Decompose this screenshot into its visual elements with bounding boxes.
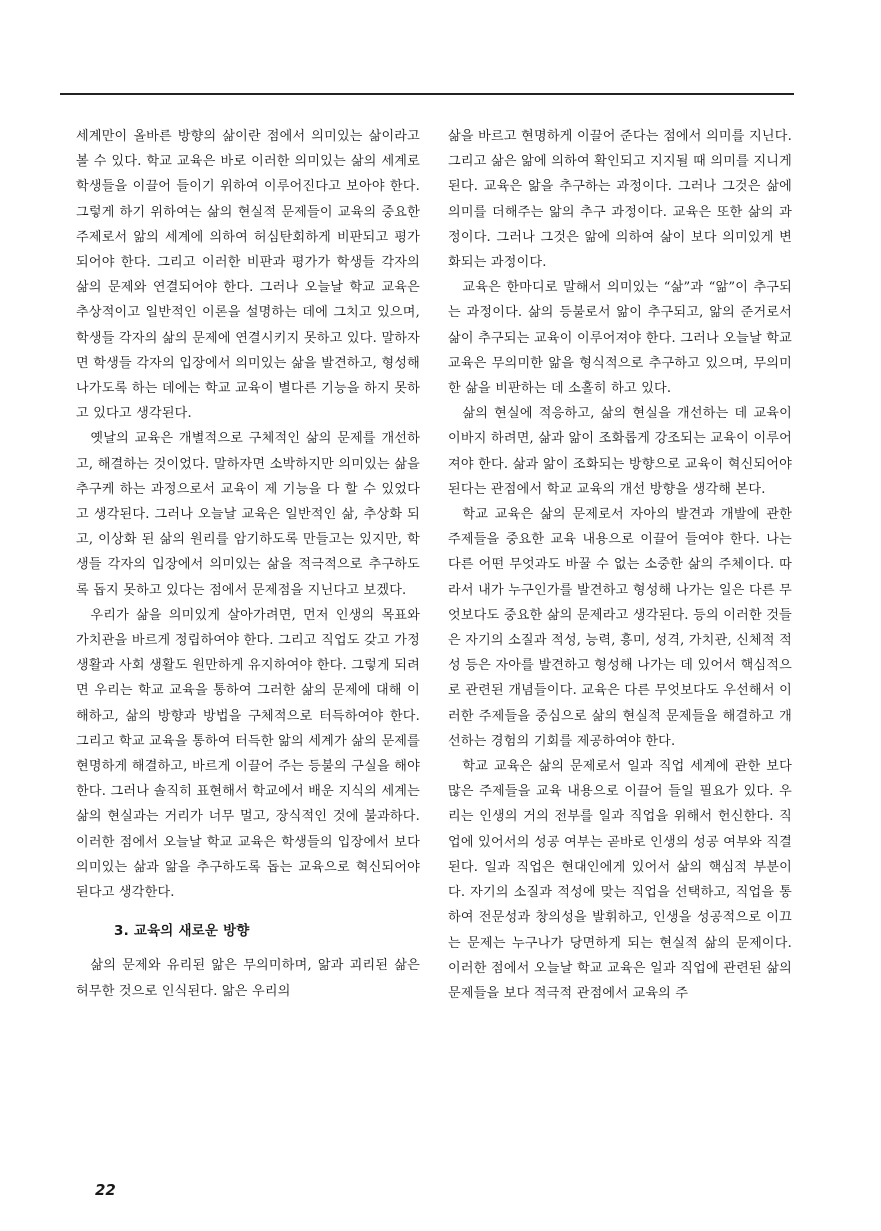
paragraph: 학교 교육은 삶의 문제로서 일과 직업 세계에 관한 보다 많은 주제들을 교육 내용으로 이끌어 들일 필요가 있다. 우리는 인생의 거의 전부를 일과 직업을 위해서 헌신한다. 직업에 있어서의 성공 여부는 곧바로 인생의 성공 여부와 직결된다. 일과 직업은 현대인에게 있어서 삶의 핵심적 부분이다. 자기의 소질과 적성에 맞는 직업을 선택하고, 직업을 통하여 전문성과 창의성을 발휘하고, 인생을 성공적으로 이끄는 문제는 누구나가 당면하게 되는 현실적 삶의 문제이다. 이러한 점에서 오늘날 학교 교육은 일과 직업에 관련된 삶의 문제들을 보다 적극적 관점에서 교육의 주 [448,759,792,1001]
paragraph: 세계만이 올바른 방향의 삶이란 점에서 의미있는 삶이라고 볼 수 있다. 학교 교육은 바로 이러한 의미있는 삶의 세계로 학생들을 이끌어 들이기 위하여 이루어진다고 보아야 한다. 그렇게 하기 위하여는 삶의 현실적 문제들이 교육의 중요한 주제로서 앎의 세계에 의하여 허심탄회하게 비판되고 평가되어야 한다. 그리고 이러한 비판과 평가가 학생들 각자의 삶의 문제와 연결되어야 한다. 그러나 오늘날 학교 교육은 추상적이고 일반적인 이론을 설명하는 데에 그치고 있으며, 학생들 각자의 삶의 문제에 연결시키지 못하고 있다. 말하자면 학생들 각자의 입장에서 의미있는 삶을 발견하고, 형성해 나가도록 하는 데에는 학교 교육이 별다른 기능을 하지 못하고 있다고 생각된다. [76,129,420,422]
header-rule [60,93,794,95]
left-column [76,124,420,1004]
section-heading: 3. 교육의 새로운 방향 [114,923,250,940]
paragraph: 옛날의 교육은 개별적으로 구체적인 삶의 문제를 개선하고, 해결하는 것이었다. 말하자면 소박하지만 의미있는 삶을 추구케 하는 과정으로서 교육이 제 기능을 다 할 수 있었다고 생각된다. 그러나 오늘날 교육은 일반적인 삶, 추상화 되고, 이상화 된 삶의 원리를 암기하도록 만들고는 있지만, 학생들 각자의 입장에서 의미있는 삶을 적극적으로 추구하도록 돕지 못하고 있다는 점에서 문제점을 지닌다고 보겠다. [76,431,420,598]
paragraph: 삶을 바르고 현명하게 이끌어 준다는 점에서 의미를 지닌다. 그리고 삶은 앎에 의하여 확인되고 지지될 때 의미를 지니게 된다. 교육은 앎을 추구하는 과정이다. 그러나 그것은 삶에 의미를 더해주는 앎의 추구 과정이다. 교육은 또한 삶의 과정이다. 그러나 그것은 앎에 의하여 삶이 보다 의미있게 변화되는 과정이다. [448,129,792,271]
paragraph: 교육은 한마디로 말해서 의미있는 “삶”과 “앎”이 추구되는 과정이다. 삶의 등불로서 앎이 추구되고, 앎의 준거로서 삶이 추구되는 교육이 이루어져야 한다. 그러나 오늘날 학교 교육은 무의미한 앎을 형식적으로 추구하고 있으며, 무의미한 삶을 비판하는 데 소홀히 하고 있다. [448,280,792,397]
page-number: 22 [95,1181,116,1199]
paragraph: 삶의 현실에 적응하고, 삶의 현실을 개선하는 데 교육이 이바지 하려면, 삶과 앎이 조화롭게 강조되는 교육이 이루어져야 한다. 삶과 앎이 조화되는 방향으로 교육이 혁신되어야 된다는 관점에서 학교 교육의 개선 방향을 생각해 본다. [448,406,792,497]
paragraph: 삶의 문제와 유리된 앎은 무의미하며, 앎과 괴리된 삶은 허무한 것으로 인식된다. 앎은 우리의 [76,958,420,999]
right-column [448,124,792,1006]
paragraph: 우리가 삶을 의미있게 살아가려면, 먼저 인생의 목표와 가치관을 바르게 정립하여야 한다. 그리고 직업도 갖고 가정 생활과 사회 생활도 원만하게 유지하여야 한다. 그렇게 되려면 우리는 학교 교육을 통하여 그러한 삶의 문제에 대해 이해하고, 삶의 방향과 방법을 구체적으로 터득하여야 한다. 그리고 학교 교육을 통하여 터득한 앎의 세계가 삶의 문제를 현명하게 해결하고, 바르게 이끌어 주는 등불의 구실을 해야 한다. 그러나 솔직히 표현해서 학교에서 배운 지식의 세계는 삶의 현실과는 거리가 너무 멀고, 장식적인 것에 불과하다. 이러한 점에서 오늘날 학교 교육은 학생들의 입장에서 보다 의미있는 삶과 앎을 추구하도록 돕는 교육으로 혁신되어야 된다고 생각한다. [76,607,420,901]
paragraph: 학교 교육은 삶의 문제로서 자아의 발견과 개발에 관한 주제들을 중요한 교육 내용으로 이끌어 들여야 한다. 나는 다른 어떤 무엇과도 바꿀 수 없는 소중한 삶의 주체이다. 따라서 내가 누구인가를 발견하고 형성해 나가는 일은 다른 무엇보다도 중요한 삶의 문제라고 생각된다. 등의 이러한 것들은 자기의 소질과 적성, 능력, 흥미, 성격, 가치관, 신체적 적성 등은 자아를 발견하고 형성해 나가는 데 있어서 핵심적으로 관련된 개념들이다. 교육은 다른 무엇보다도 우선해서 이러한 주제들을 중심으로 삶의 현실적 문제들을 해결하고 개선하는 경험의 기회를 제공하여야 한다. [448,507,792,749]
